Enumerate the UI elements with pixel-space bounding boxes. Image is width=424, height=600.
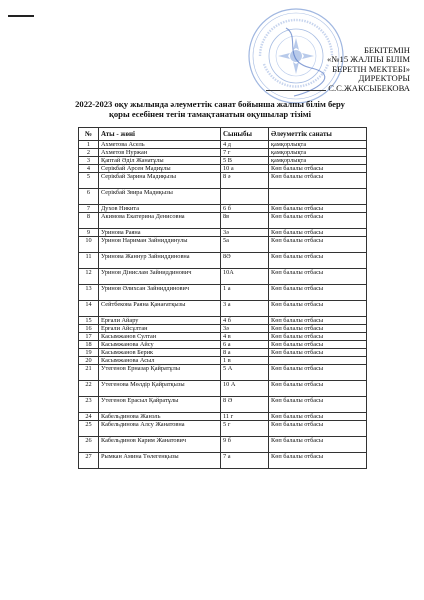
cell-category: Көп балалы отбасы: [269, 413, 367, 421]
cell-number: 19: [79, 349, 99, 357]
cell-number: 26: [79, 437, 99, 453]
cell-class: 3ә: [221, 229, 269, 237]
table-row: [79, 413, 367, 421]
cell-class: 4 д: [221, 141, 269, 149]
table-row: [79, 381, 367, 397]
cell-number: 16: [79, 325, 99, 333]
approval-school-line1: «№15 ЖАЛПЫ БІЛІМ: [327, 54, 410, 65]
table-row: [79, 205, 367, 213]
cell-name: Акимова Екатерина Денисовна: [99, 213, 221, 229]
cell-category: Көп балалы отбасы: [269, 253, 367, 269]
cell-class: 8 ә: [221, 173, 269, 189]
cell-name: Духов Никита: [99, 205, 221, 213]
cell-category: Көп балалы отбасы: [269, 213, 367, 229]
cell-name: Кабельдинов Карим Жанатович: [99, 437, 221, 453]
cell-class: 6 б: [221, 205, 269, 213]
cell-class: [221, 189, 269, 205]
table-row: [79, 349, 367, 357]
cell-category: [269, 189, 367, 205]
cell-number: 15: [79, 317, 99, 325]
title-line-1: 2022-2023 оқу жылында әлеуметтік санат бойынша жалпы білім беру: [75, 99, 345, 109]
cell-number: 10: [79, 237, 99, 253]
table-row: [79, 317, 367, 325]
cell-number: 2: [79, 149, 99, 157]
cell-number: 17: [79, 333, 99, 341]
cell-category: Көп балалы отбасы: [269, 397, 367, 413]
table-row: [79, 141, 367, 149]
header-class: Сыныбы: [221, 128, 269, 141]
cell-category: Көп балалы отбасы: [269, 301, 367, 317]
cell-class: 5 В: [221, 157, 269, 165]
cell-class: 9 б: [221, 437, 269, 453]
approval-heading: БЕКІТЕМІН: [364, 45, 410, 55]
cell-name: Қаптай Әділ Жанатұлы: [99, 157, 221, 165]
header-name: Аты - жөні: [99, 128, 221, 141]
cell-class: 10 А: [221, 381, 269, 397]
table-row: [79, 365, 367, 381]
cell-name: Серікбай Звира Мадиқызы: [99, 189, 221, 205]
table-row: [79, 165, 367, 173]
document-title: [40, 99, 380, 119]
header-category: Әлеуметтік санаты: [269, 128, 367, 141]
table-row: [79, 301, 367, 317]
cell-name: Уринова Жаннур Зайниддиновна: [99, 253, 221, 269]
approval-block: [266, 46, 410, 93]
cell-name: Ерғали Айару: [99, 317, 221, 325]
cell-name: Касымжанов Берик: [99, 349, 221, 357]
cell-number: 3: [79, 157, 99, 165]
cell-name: Утегенов Ерназар Қайратұлы: [99, 365, 221, 381]
cell-number: 22: [79, 381, 99, 397]
cell-category: Көп балалы отбасы: [269, 333, 367, 341]
cell-number: 4: [79, 165, 99, 173]
cell-category: Көп балалы отбасы: [269, 173, 367, 189]
table-row: [79, 453, 367, 469]
cell-class: 4 в: [221, 333, 269, 341]
cell-name: Касымжанова Айсу: [99, 341, 221, 349]
cell-name: Касымжанова Асыл: [99, 357, 221, 365]
table-row: [79, 397, 367, 413]
table-row: [79, 269, 367, 285]
cell-name: Сейтбекова Раяна Қанағатқызы: [99, 301, 221, 317]
cell-number: 8: [79, 213, 99, 229]
cell-name: Серікбай Зарина Мадиқызы: [99, 173, 221, 189]
table-row: [79, 285, 367, 301]
title-line-2: қоры есебінен тегін тамақтанатын оқушылар тізімі: [108, 109, 312, 119]
signature-underline: [266, 90, 326, 91]
table-row: [79, 341, 367, 349]
table-row: [79, 437, 367, 453]
table-row: [79, 357, 367, 365]
approval-position: ДИРЕКТОРЫ: [358, 73, 410, 84]
cell-category: Көп балалы отбасы: [269, 349, 367, 357]
cell-name: Кабельдинова Жанэль: [99, 413, 221, 421]
cell-class: 3ә: [221, 325, 269, 333]
table-row: [79, 173, 367, 189]
table-row: [79, 325, 367, 333]
cell-category: Көп балалы отбасы: [269, 381, 367, 397]
approval-signature-line: [266, 84, 410, 93]
cell-category: [269, 357, 367, 365]
cell-category: Көп балалы отбасы: [269, 269, 367, 285]
cell-class: 1 а: [221, 285, 269, 301]
cell-number: 12: [79, 269, 99, 285]
cell-class: 1 в: [221, 357, 269, 365]
cell-number: 7: [79, 205, 99, 213]
cell-number: 18: [79, 341, 99, 349]
cell-category: Көп балалы отбасы: [269, 341, 367, 349]
cell-number: 6: [79, 189, 99, 205]
cell-name: Рымкан Амина Төлегенқызы: [99, 453, 221, 469]
cell-class: 8Ә: [221, 253, 269, 269]
cell-class: 10 а: [221, 165, 269, 173]
cell-class: 11 г: [221, 413, 269, 421]
approval-director-name: С.С.ЖАКСЫБЕКОВА: [328, 82, 410, 93]
table-row: [79, 421, 367, 437]
cell-name: Ахметова Асель: [99, 141, 221, 149]
corner-mark: [8, 15, 34, 17]
cell-class: 5 А: [221, 365, 269, 381]
table-row: [79, 237, 367, 253]
table-header-row: [79, 128, 367, 141]
table-row: [79, 253, 367, 269]
cell-class: 8 Ә: [221, 397, 269, 413]
cell-category: қамқорлықта: [269, 141, 367, 149]
cell-category: Көп балалы отбасы: [269, 165, 367, 173]
cell-name: Утегенов Ерасыл Қайратұлы: [99, 397, 221, 413]
cell-number: 25: [79, 421, 99, 437]
cell-class: 10А: [221, 269, 269, 285]
table-body: [79, 141, 367, 469]
cell-class: 5а: [221, 237, 269, 253]
cell-class: 8 а: [221, 349, 269, 357]
cell-name: Ерғали Айсұлтан: [99, 325, 221, 333]
cell-category: Көп балалы отбасы: [269, 421, 367, 437]
cell-category: Көп балалы отбасы: [269, 317, 367, 325]
cell-class: 7 г: [221, 149, 269, 157]
header-number: №: [79, 128, 99, 141]
table-row: [79, 149, 367, 157]
cell-number: 21: [79, 365, 99, 381]
cell-category: Көп балалы отбасы: [269, 205, 367, 213]
cell-class: 4 б: [221, 317, 269, 325]
cell-name: Уринов Нариман Зайниддинулы: [99, 237, 221, 253]
cell-number: 24: [79, 413, 99, 421]
cell-name: Серікбай Арсен Мадиұлы: [99, 165, 221, 173]
cell-name: Уринова Раяна: [99, 229, 221, 237]
cell-number: 14: [79, 301, 99, 317]
cell-name: Уринов Дінислам Зайниддинович: [99, 269, 221, 285]
cell-category: қамқорлықта: [269, 149, 367, 157]
table-row: [79, 333, 367, 341]
cell-number: 13: [79, 285, 99, 301]
cell-class: 8в: [221, 213, 269, 229]
cell-number: 20: [79, 357, 99, 365]
cell-number: 5: [79, 173, 99, 189]
cell-number: 11: [79, 253, 99, 269]
cell-class: 7 а: [221, 453, 269, 469]
cell-number: 27: [79, 453, 99, 469]
students-table: [78, 127, 367, 469]
cell-name: Касымжанов Султан: [99, 333, 221, 341]
cell-name: Кабельдинова Алсу Жанатовна: [99, 421, 221, 437]
table-row: [79, 213, 367, 229]
cell-category: Көп балалы отбасы: [269, 325, 367, 333]
cell-name: Утегенова Мөлдір Қайратқызы: [99, 381, 221, 397]
cell-category: Көп балалы отбасы: [269, 453, 367, 469]
cell-number: 1: [79, 141, 99, 149]
cell-category: Көп балалы отбасы: [269, 285, 367, 301]
cell-class: 5 г: [221, 421, 269, 437]
cell-category: Көп балалы отбасы: [269, 365, 367, 381]
cell-class: 3 а: [221, 301, 269, 317]
cell-name: Ахметов Нуржан: [99, 149, 221, 157]
cell-number: 23: [79, 397, 99, 413]
cell-class: 6 а: [221, 341, 269, 349]
cell-category: Көп балалы отбасы: [269, 437, 367, 453]
table-row: [79, 189, 367, 205]
approval-school-line2: БЕРЕТІН МЕКТЕБІ»: [332, 63, 410, 74]
cell-name: Уринов Әлихсан Зайниддинович: [99, 285, 221, 301]
table-row: [79, 229, 367, 237]
cell-category: Көп балалы отбасы: [269, 229, 367, 237]
cell-category: қамқорлықта: [269, 157, 367, 165]
table-row: [79, 157, 367, 165]
cell-number: 9: [79, 229, 99, 237]
cell-category: Көп балалы отбасы: [269, 237, 367, 253]
